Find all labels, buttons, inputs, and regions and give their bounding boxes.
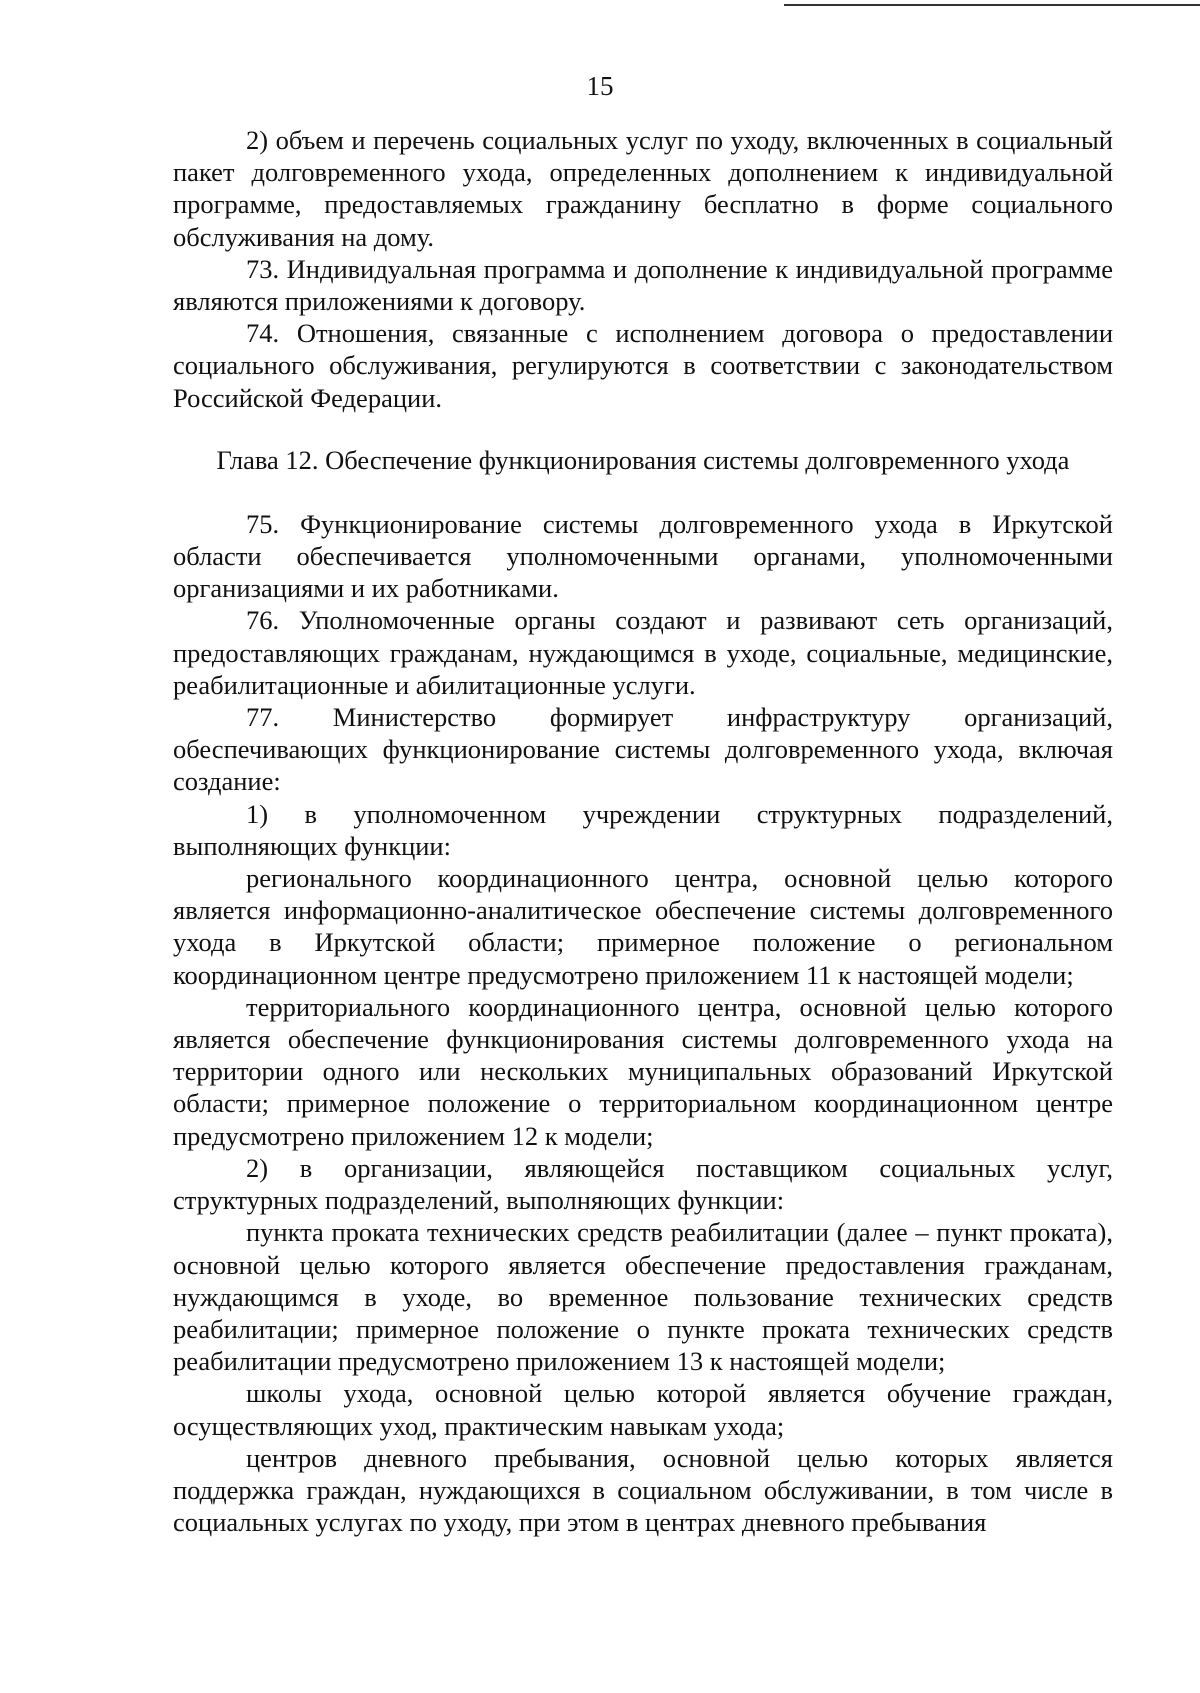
paragraph-rental-point: пункта проката технических средств реабилитации (далее – пункт проката), основной целью которого является обеспечение предоставления гражданам, нуждающимся в уходе, во временное пользование технических средств реабилитации; примерное положение о пункте проката технических средств реабилитации предусмотрено приложением 13 к настоящей модели; xyxy=(173,1217,1113,1377)
top-edge-rule xyxy=(784,4,1200,6)
paragraph-77-item-2: 2) в организации, являющейся поставщиком социальных услуг, структурных подразделений, выполняющих функции: xyxy=(173,1152,1113,1216)
paragraph-73: 73. Индивидуальная программа и дополнение к индивидуальной программе являются приложениями к договору. xyxy=(173,253,1113,317)
paragraph-item-2-scope: 2) объем и перечень социальных услуг по уходу, включенных в социальный пакет долговременного ухода, определенных дополнением к индивидуальной программе, предоставляемых гражданину бесплатно в форме социального обслуживания на дому. xyxy=(173,125,1113,252)
document-body xyxy=(173,124,1113,1538)
paragraph-74: 74. Отношения, связанные с исполнением договора о предоставлении социального обслуживания, регулируются в соответствии с законодательством Российской Федерации. xyxy=(173,318,1113,413)
chapter-heading: Глава 12. Обеспечение функционирования системы долговременного ухода xyxy=(216,444,1070,475)
paragraph-care-school: школы ухода, основной целью которой является обучение граждан, осуществляющих уход, практическим навыкам ухода; xyxy=(173,1378,1113,1441)
paragraph-75: 75. Функционирование системы долговременного ухода в Иркутской области обеспечивается уполномоченными органами, уполномоченными организациями и их работниками. xyxy=(173,508,1113,604)
paragraph-day-centers: центров дневного пребывания, основной целью которых является поддержка граждан, нуждающихся в социальном обслуживании, в том числе в социальных услугах по уходу, при этом в центрах дневного пребывания xyxy=(173,1442,1113,1538)
paragraph-77: 77. Министерство формирует инфраструктуру организаций, обеспечивающих функционирование системы долговременного ухода, включая создание: xyxy=(173,702,1113,797)
paragraph-76: 76. Уполномоченные органы создают и развивают сеть организаций, предоставляющих гражданам, нуждающимся в уходе, социальные, медицинские, реабилитационные и абилитационные услуги. xyxy=(173,605,1113,700)
paragraph-regional-center: регионального координационного центра, основной целью которого является информационно-аналитическое обеспечение системы долговременного ухода в Иркутской области; примерное положение о региональном координационном центре предусмотрено приложением 11 к настоящей модели; xyxy=(173,863,1113,990)
page-number: 15 xyxy=(586,71,614,101)
paragraph-territorial-center: территориального координационного центра, основной целью которого является обеспечение функционирования системы долговременного ухода на территории одного или нескольких муниципальных образований Иркутской области; примерное положение о территориальном координационном центре предусмотрено приложением 12 к модели; xyxy=(173,991,1113,1151)
paragraph-77-item-1: 1) в уполномоченном учреждении структурных подразделений, выполняющих функции: xyxy=(173,798,1113,861)
